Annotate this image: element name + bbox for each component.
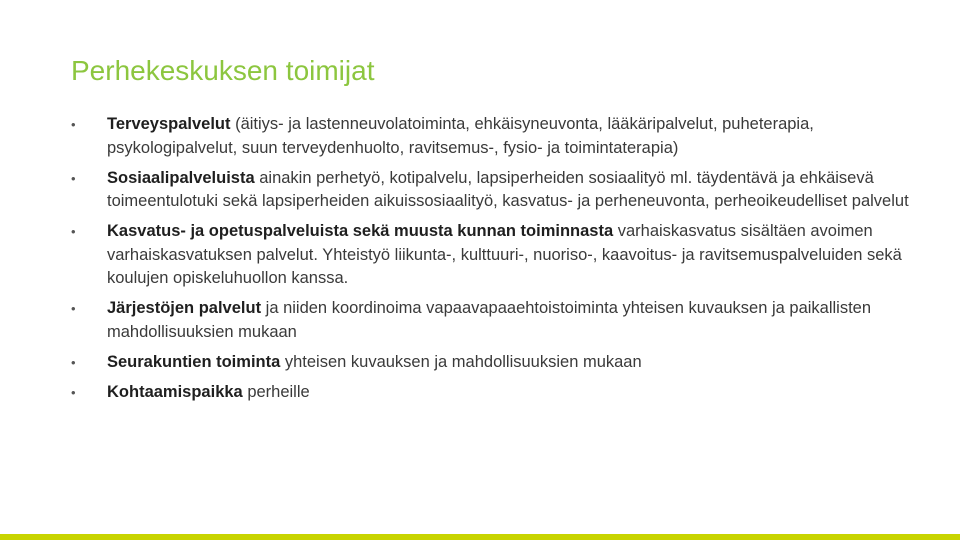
bullet-text: perheille — [242, 382, 310, 401]
bullet-text: ja niiden koordinoima vapaavapaaehtoistoiminta yhteisen kuvauksen ja paikallisten mahdollisuuksien mukaan — [107, 299, 872, 341]
bullet-lead: Terveyspalvelut — [107, 115, 231, 133]
slide-title: Perhekeskuksen toimijat — [71, 55, 375, 86]
bullet-item-jarjestot — [71, 297, 931, 344]
bullet-text: ainakin perhetyö, kotipalvelu, lapsiperheiden sosiaalityö ml. täydentävä ja ehkäisevä toimeentulotuki sekä lapsiperheiden aikuissosiaalityö, kasvatus- ja perheneuvonta, perheoikeudelliset palvelut — [107, 168, 909, 210]
bullet-lead: Seurakuntien toiminta — [107, 352, 281, 371]
bullet-icon: • — [71, 354, 76, 370]
bullet-item-seurakunnat — [71, 351, 931, 375]
bullet-lead: Järjestöjen palvelut — [107, 299, 262, 317]
bullet-icon: • — [71, 170, 76, 186]
bullet-lead: Kohtaamispaikka — [107, 382, 243, 401]
bullet-icon: • — [71, 117, 76, 132]
bullet-item-kasvatus-opetus — [71, 220, 931, 291]
bullet-text: varhaiskasvatus sisältäen avoimen varhaiskasvatuksen palvelut. Yhteistyö liikunta-, kulttuuri-, nuoriso-, kaavoitus- ja ravitsemuspalveluiden sekä koulujen opiskeluhuollon kanssa. — [107, 222, 902, 287]
bullet-icon: • — [71, 224, 76, 239]
bullet-lead: Kasvatus- ja opetuspalveluista sekä muusta kunnan toiminnasta — [107, 222, 614, 240]
bottom-accent-bar — [0, 534, 960, 540]
bullet-icon: • — [71, 384, 76, 400]
bullet-icon: • — [71, 301, 76, 316]
bullet-lead: Sosiaalipalveluista — [107, 168, 255, 187]
bullet-text: (äitiys- ja lastenneuvolatoiminta, ehkäisyneuvonta, lääkäripalvelut, puheterapia, psykologipalvelut, suun terveydenhuolto, ravitsemus-, fysio- ja toimintaterapia) — [107, 115, 814, 157]
bullet-text: yhteisen kuvauksen ja mahdollisuuksien mukaan — [280, 352, 642, 371]
bullet-item-kohtaamispaikka — [71, 381, 931, 405]
bullet-item-terveyspalvelut — [71, 113, 931, 160]
bullet-list — [71, 113, 931, 411]
bullet-item-sosiaalipalvelut — [71, 167, 931, 214]
